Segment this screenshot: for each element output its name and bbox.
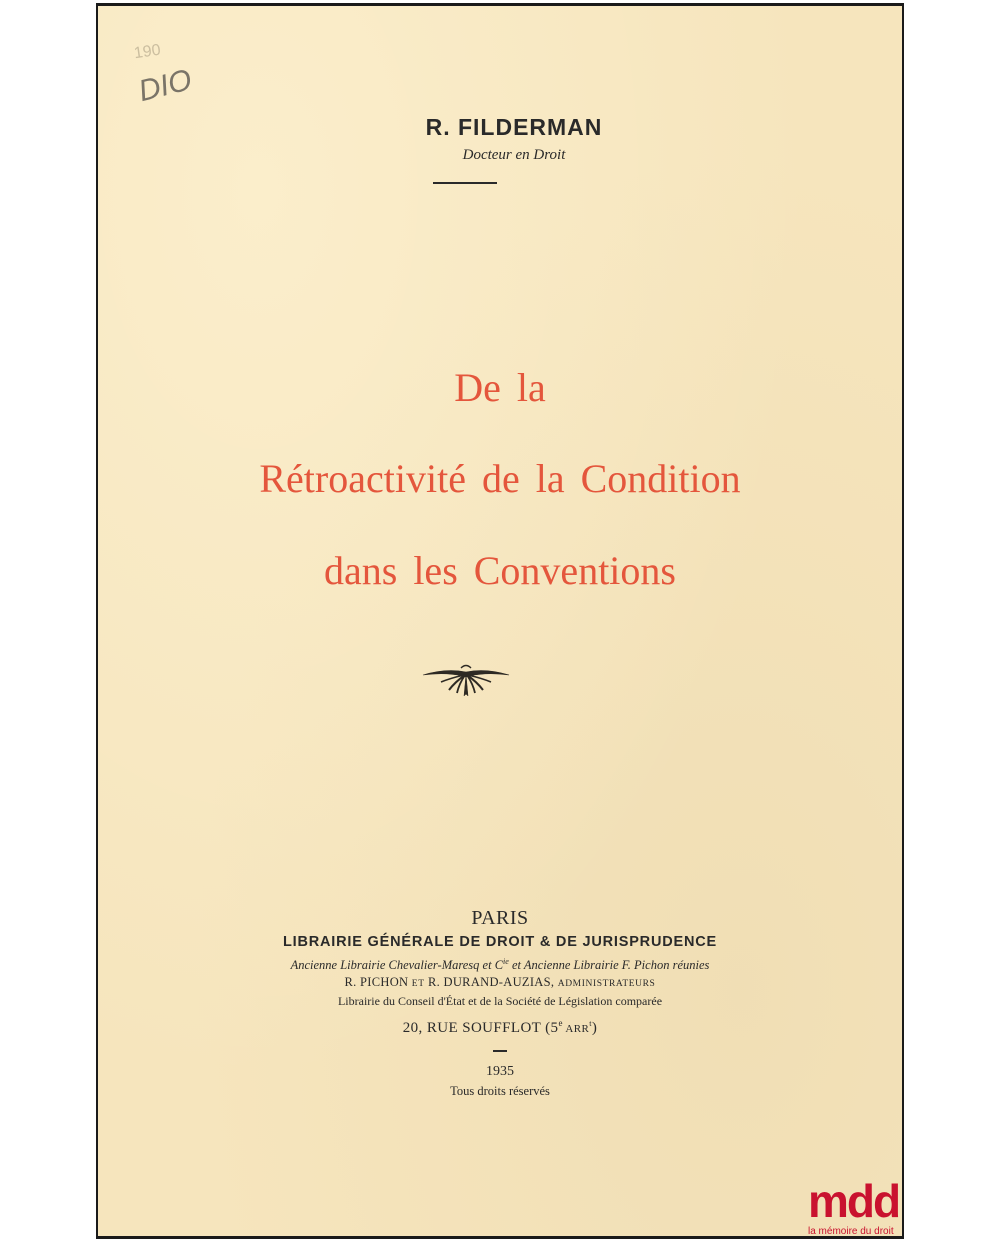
publisher-address xyxy=(0,1010,1000,1042)
publisher-history-sup: ie xyxy=(503,957,509,966)
publisher-admins-role: ADMINISTRATEURS xyxy=(557,979,656,990)
rights-notice: Tous droits réservés xyxy=(450,1084,550,1099)
logo-text: mdd xyxy=(808,1175,900,1227)
publisher-admins-a: R. PICHON xyxy=(344,975,412,990)
author-name: R. FILDERMAN xyxy=(425,114,603,140)
publisher-address-a: 20, RUE SOUFFLOT (5 xyxy=(402,1020,559,1037)
publisher-conseil: Librairie du Conseil d'État et de la Société de Législation comparée xyxy=(337,994,663,1009)
publisher-address-b: ) xyxy=(591,1020,598,1037)
publisher-dash xyxy=(493,1050,507,1052)
author-rule xyxy=(433,182,497,184)
handwritten-annotation xyxy=(130,38,230,108)
publisher-admins xyxy=(0,974,1000,993)
handwriting-faint: 190 xyxy=(132,41,162,63)
publisher-history-a: Ancienne Librairie Chevalier-Maresq et C xyxy=(290,958,504,973)
logo-tagline: la mémoire du droit xyxy=(808,1226,894,1237)
publisher-history-b: et Ancienne Librairie F. Pichon réunies xyxy=(508,958,710,973)
publisher-admins-et: ET xyxy=(411,979,425,990)
publisher-address-arr: ARR xyxy=(562,1023,590,1036)
mdd-logo[interactable] xyxy=(808,1176,904,1243)
handwriting-note: DIO xyxy=(135,63,196,108)
publisher-city: PARIS xyxy=(471,907,529,929)
ornament-icon xyxy=(421,660,511,698)
title-line-2: Rétroactivité de la Condition xyxy=(259,456,741,501)
author-degree: Docteur en Droit xyxy=(462,147,566,163)
publisher-history xyxy=(0,953,1000,974)
publisher-admins-b: R. DURAND-AUZIAS, xyxy=(424,975,558,990)
title-line-3: dans les Conventions xyxy=(324,548,676,593)
publisher-address-sup1: e xyxy=(558,1018,563,1029)
publisher-name: LIBRAIRIE GÉNÉRALE DE DROIT & DE JURISPRUDENCE xyxy=(283,934,717,950)
publication-year: 1935 xyxy=(486,1064,514,1080)
publisher-address-sup2: t xyxy=(589,1019,592,1029)
publisher-block xyxy=(0,905,1000,1100)
title-line-1: De la xyxy=(454,365,546,410)
